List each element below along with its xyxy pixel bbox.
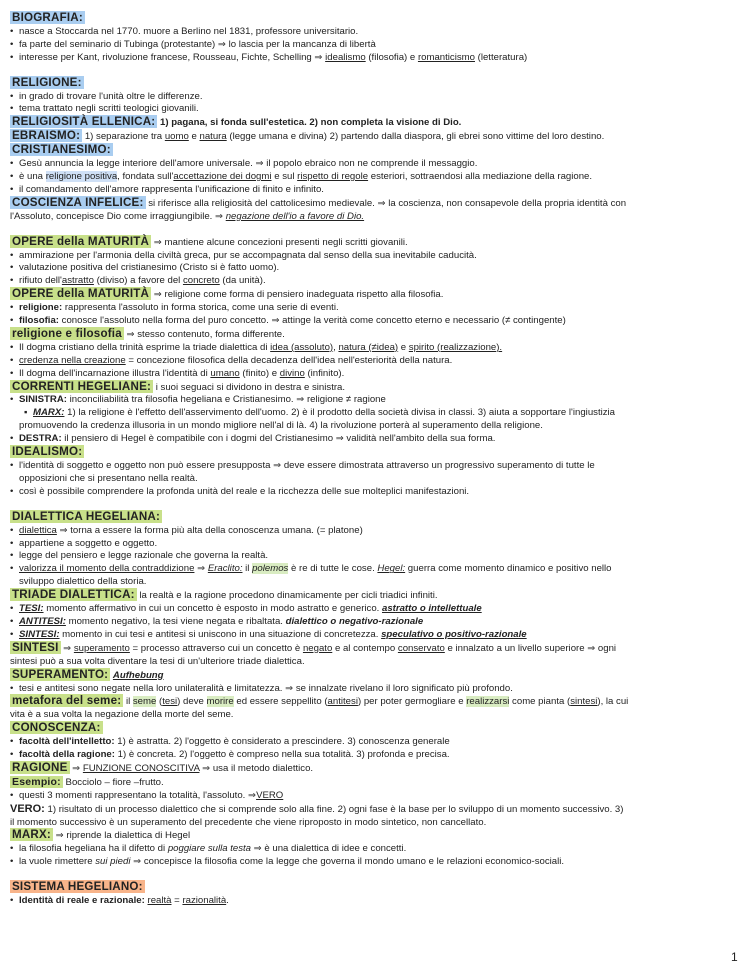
subsection-opere-maturita: OPERE della MATURITÀ ⇒ mantiene alcune concezioni presenti negli scritti giovanili.	[12, 234, 408, 248]
list-item: • appartiene a soggetto e oggetto.	[10, 537, 158, 549]
list-item: • il comandamento dell'amore rappresenta l'unificazione di finito e infinito.	[10, 183, 324, 195]
list-item: • TESI: momento affermativo in cui un concetto è esposto in modo astratto e generico. astratto o intellettuale	[10, 603, 482, 615]
list-item: • SINTESI: momento in cui tesi e antitesi si uniscono in una situazione di concretezza. speculativo o positivo-razionale	[10, 628, 527, 640]
subsection-superamento: SUPERAMENTO: Aufhebung	[12, 667, 164, 681]
section-title-sistema: SISTEMA HEGELIANO:	[12, 880, 143, 894]
section-title-dialettica: DIALETTICA HEGELIANA:	[12, 509, 161, 523]
list-item: • Il dogma dell'incarnazione illustra l'identità di umano (finito) e divino (infinito).	[10, 367, 345, 379]
list-item: • ammirazione per l'armonia della civiltà greca, pur se accompagnata dal senso della sua inevitabile caducità.	[10, 249, 477, 261]
subsection-esempio: Esempio: Bocciolo – fiore –frutto.	[12, 775, 164, 788]
subsection-sintesi: SINTESI ⇒ superamento = processo attraverso cui un concetto è negato e al contempo conservato e innalzato a un livello superiore ⇒ ogni	[12, 640, 617, 654]
list-item: • questi 3 momenti rappresentano la totalità, l'assoluto. ⇒VERO	[10, 789, 284, 801]
list-item: • ANTITESI: momento negativo, la tesi viene negata e ribaltata. dialettico o negativo-razionale	[10, 615, 424, 627]
list-item: • facoltà della ragione: 1) è concreta. 2) l'oggetto è compreso nella sua totalità. 3) profonda e precisa.	[10, 749, 450, 761]
subsection-marx: MARX: ⇒ riprende la dialettica di Hegel	[12, 828, 191, 842]
list-item: • in grado di trovare l'unità oltre le differenze.	[10, 90, 203, 102]
list-item: • legge del pensiero e legge razionale che governa la realtà.	[10, 550, 269, 562]
section-title-biografia: BIOGRAFIA:	[12, 11, 83, 24]
subsection-idealismo: IDEALISMO:	[12, 445, 83, 459]
list-item: • l'identità di soggetto e oggetto non può essere presupposta ⇒ deve essere dimostrata attraverso un progressivo superamento di tutte le	[10, 460, 595, 471]
list-item: • la vuole rimettere sui piedi ⇒ concepisce la filosofia come la legge che governa il mondo umano e le relazioni economico-sociali.	[10, 856, 565, 868]
list-item: • rifiuto dell'astratto (diviso) a favore del concreto (da unità).	[10, 275, 266, 287]
list-item: • Gesù annuncia la legge interiore dell'amore universale. ⇒ il popolo ebraico non ne comprende il messaggio.	[10, 158, 478, 170]
list-item: • valutazione positiva del cristianesimo (Cristo si è fatto uomo).	[10, 262, 280, 274]
list-item: • DESTRA: il pensiero di Hegel è compatibile con i dogmi del Cristianesimo ⇒ validità nell'ambito della sua forma.	[10, 433, 496, 445]
list-item: • interesse per Kant, rivoluzione francese, Rousseau, Fichte, Schelling ⇒ idealismo (filosofia) e romanticismo (letteratura)	[10, 51, 528, 63]
list-item: • credenza nella creazione = concezione filosofica della decadenza dell'idea nell'esteriorità della natura.	[10, 354, 453, 366]
list-item: • tesi e antitesi sono negate nella loro unilateralità e limitatezza. ⇒ se innalzate rivelano il loro significato più profondo.	[10, 682, 513, 694]
list-item: • dialettica ⇒ torna a essere la forma più alta della conoscenza umana. (= platone)	[10, 524, 363, 536]
page-number: 1	[731, 950, 738, 964]
subsection-triade-dialettica: TRIADE DIALETTICA: la realtà e la ragione procedono dinamicamente per cicli triadici infiniti.	[12, 588, 438, 602]
subsection-vero: VERO: 1) risultato di un processo dialettico che si comprende solo alla fine. 2) ogni fase è la base per lo sviluppo di un momento successivo. 3)	[10, 802, 624, 815]
list-item: • religione: rappresenta l'assoluto in forma storica, come una serie di eventi.	[10, 302, 339, 314]
list-item: • valorizza il momento della contraddizione ⇒ Eraclito: il polemos è re di tutte le cose. Hegel: guerra come momento dinamico e positivo nello	[10, 563, 612, 575]
section-title-religione: RELIGIONE:	[12, 75, 82, 89]
list-item: • filosofia: conosce l'assoluto nella forma del puro concetto. ⇒ attinge la verità come concetto eterno e necessario (≠ contingente)	[10, 315, 566, 327]
subsection-religiosita-ellenica: RELIGIOSITÀ ELLENICA: 1) pagana, si fonda sull'estetica. 2) non completa la visione di Dio.	[12, 115, 462, 129]
subsection-opere-maturita-2: OPERE della MATURITÀ ⇒ religione come forma di pensiero inadeguata rispetto alla filosofia.	[12, 287, 444, 301]
subsection-ebraismo: EBRAISMO: 1) separazione tra uomo e natura (legge umana e divina) 2) partendo dalla diaspora, gli ebrei sono vittime del loro destino.	[12, 129, 605, 143]
list-item: ▪ MARX: 1) la religione è l'effetto dell'asservimento dell'uomo. 2) è il prodotto della società divisa in classi. 3) aiuta a sopportare l'ingiustizia	[24, 407, 616, 419]
list-item: • SINISTRA: inconciliabilità tra filosofia hegeliana e Cristianesimo. ⇒ religione ≠ ragione	[10, 394, 386, 406]
subsection-coscienza-infelice: COSCIENZA INFELICE: si riferisce alla religiosità del cattolicesimo medievale. ⇒ la coscienza, non consapevole della propria identità con	[12, 195, 627, 209]
subsection-ragione: RAGIONE ⇒ FUNZIONE CONOSCITIVA ⇒ usa il metodo dialettico.	[12, 760, 314, 774]
list-item: • facoltà dell'intelletto: 1) è astratta. 2) l'oggetto è considerato a prescindere. 3) conoscenza generale	[10, 736, 450, 748]
list-item: • la filosofia hegeliana ha il difetto di poggiare sulla testa ⇒ è una dialettica di idee e concetti.	[10, 843, 407, 855]
subsection-religione-filosofia: religione e filosofia ⇒ stesso contenuto, forma differente.	[12, 326, 285, 340]
notes-page: BIOGRAFIA: • nasce a Stoccarda nel 1770. muore a Berlino nel 1831, professore universitario. • fa parte del seminario di Tubinga (protestante) ⇒ lo lascia per la mancanza di libertà • interesse per Kant, rivoluzione francese, Rousseau, Fichte, Schelling ⇒ idealismo (filosofia) e romanticismo (letteratura) RELIGIONE: • in grado di trovare l'unità oltre le differenze. • tema trattato negli scritti teologici giovanili. RELIGIOSITÀ ELLENICA: 1) pagana, si fonda sull'estetica. 2) non completa la visione di Dio. EBRAISMO: 1) separazione tra uomo e natura (legge umana e divina) 2) partendo dalla diaspora, gli ebrei sono vittime del loro destino. CRISTIANESIMO: • Gesù annuncia la legge interiore dell'amore universale. ⇒ il popolo ebraico non ne comprende il messaggio. • è una religione positiva, fondata sull'accettazione dei dogmi e sul rispetto di regole esteriori, sottraendosi alla mediazione della ragione. • il comandamento dell'amore rappresenta l'unificazione di finito e infinito. COSCIENZA INFELICE: si riferisce alla religiosità del cattolicesimo medievale. ⇒ la coscienza, non consapevole della propria identità con l'Assoluto, concepisce Dio come irraggiungibile. ⇒ negazione dell'io a favore di Dio. OPERE della MATURITÀ ⇒ mantiene alcune concezioni presenti negli scritti giovanili. • ammirazione per l'armonia della civiltà greca, pur se accompagnata dal senso della sua inevitabile caducità. • valutazione positiva del cristianesimo (Cristo si è fatto uomo). • rifiuto dell'astratto (diviso) a favore del concreto (da unità). OPERE della MATURITÀ ⇒ religione come forma di pensiero inadeguata rispetto alla filosofia. • religione: rappresenta l'assoluto in forma storica, come una serie di eventi. • filosofia: conosce l'assoluto nella forma del puro concetto. ⇒ attinge la verità come concetto eterno e necessario (≠ contingente) religione e filosofia ⇒ stesso contenuto, forma differente. • Il dogma cristiano della trinità esprime la triade dialettica di idea (assoluto), natura (≠idea) e spirito (realizzazione). • credenza nella creazione = concezione filosofica della decadenza dell'idea nell'esteriorità della natura. • Il dogma dell'incarnazione illustra l'identità di umano (finito) e divino (infinito). CORRENTI HEGELIANE: i suoi seguaci si dividono in destra e sinistra. • SINISTRA: inconciliabilità tra filosofia hegeliana e Cristianesimo. ⇒ religione ≠ ragione ▪ MARX: 1) la religione è l'effetto dell'asservimento dell'uomo. 2) è il prodotto della società divisa in classi. 3) aiuta a sopportare l'ingiustizia promuovendo la credenza illusoria in un mondo migliore nell'al di là. 4) la rivoluzione porterà al superamento della religione. • DESTRA: il pensiero di Hegel è compatibile con i dogmi del Cristianesimo ⇒ validità nell'ambito della sua forma. IDEALISMO: • l'identità di soggetto e oggetto non può essere presupposta ⇒ deve essere dimostrata attraverso un progressivo superamento di tutte le opposizioni che si presentano nella realtà. • così è possibile comprendere la profonda unità del reale e la ricchezza delle sue molteplici manifestazioni. DIALETTICA HEGELIANA: • dialettica ⇒ torna a essere la forma più alta della conoscenza umana. (= platone) • appartiene a soggetto e oggetto. • legge del pensiero e legge razionale che governa la realtà. • valorizza il momento della contraddizione ⇒ Eraclito: il polemos è re di tutte le cose. Hegel: guerra come momento dinamico e positivo nello sviluppo dialettico della storia. TRIADE DIALETTICA: la realtà e la ragione procedono dinamicamente per cicli triadici infiniti. • TESI: momento affermativo in cui un concetto è esposto in modo astratto e generico. astratto o intellettuale • ANTITESI: momento negativo, la tesi viene negata e ribaltata. dialettico o negativo-razionale • SINTESI: momento in cui tesi e antitesi si uniscono in una situazione di concretezza. speculativo o positivo-razionale SINTESI ⇒ superamento = processo attraverso cui un concetto è negato e al contempo conservato e innalzato a un livello superiore ⇒ ogni sintesi può a sua volta diventare la tesi di un'ulteriore triade dialettica. SUPERAMENTO: Aufhebung • tesi e antitesi sono negate nella loro unilateralità e limitatezza. ⇒ se innalzate rivelano il loro significato più profondo. metafora del seme: il seme (tesi) deve morire ed essere seppellito (antitesi) per poter germogliare e realizzarsi come pianta (sintesi), la cui vita è a sua volta la negazione della morte del seme. CONOSCENZA: • facoltà dell'intelletto: 1) è astratta. 2) l'oggetto è considerato a prescindere. 3) conoscenza generale • facoltà della ragione: 1) è concreta. 2) l'oggetto è compreso nella sua totalità. 3) profonda e precisa. RAGIONE ⇒ FUNZIONE CONOSCITIVA ⇒ usa il metodo dialettico. Esempio: Bocciolo – fiore –frutto. • questi 3 momenti rappresentano la totalità, l'assoluto. ⇒VERO VERO: 1) risultato di un processo dialettico che si comprende solo alla fine. 2) ogni fase è la base per lo sviluppo di un momento successivo. 3) il momento successivo è un superamento del precedente che viene riproposto in modo sintetico, non cancellato. MARX: ⇒ riprende la dialettica di Hegel • la filosofia hegeliana ha il difetto di poggiare sulla testa ⇒ è una dialettica di idee e concetti. • la vuole rimettere sui piedi ⇒ concepisce la filosofia come la legge che governa il mondo umano e le relazioni economico-sociali. SISTEMA HEGELIANO: • Identità di reale e razionale: realtà = razionalità.	[10, 12, 722, 908]
list-item: • tema trattato negli scritti teologici giovanili.	[10, 103, 199, 115]
subsection-conoscenza: CONOSCENZA:	[12, 721, 101, 735]
list-item: • fa parte del seminario di Tubinga (protestante) ⇒ lo lascia per la mancanza di libertà	[10, 38, 376, 50]
list-item: • così è possibile comprendere la profonda unità del reale e la ricchezza delle sue molteplici manifestazioni.	[10, 485, 470, 497]
list-item: • nasce a Stoccarda nel 1770. muore a Berlino nel 1831, professore universitario.	[10, 25, 359, 37]
subsection-cristianesimo: CRISTIANESIMO:	[12, 143, 111, 157]
subsection-metafora-seme: metafora del seme: il seme (tesi) deve morire ed essere seppellito (antitesi) per poter germogliare e realizzarsi come pianta (sintesi), la cui	[12, 694, 629, 708]
list-item: • Identità di reale e razionale: realtà = razionalità.	[10, 895, 229, 907]
list-item: • Il dogma cristiano della trinità esprime la triade dialettica di idea (assoluto), natura (≠idea) e spirito (realizzazione).	[10, 341, 503, 353]
subsection-correnti-hegeliane: CORRENTI HEGELIANE: i suoi seguaci si dividono in destra e sinistra.	[12, 379, 346, 393]
list-item: • è una religione positiva, fondata sull'accettazione dei dogmi e sul rispetto di regole esteriori, sottraendosi alla mediazione della ragione.	[10, 170, 593, 182]
